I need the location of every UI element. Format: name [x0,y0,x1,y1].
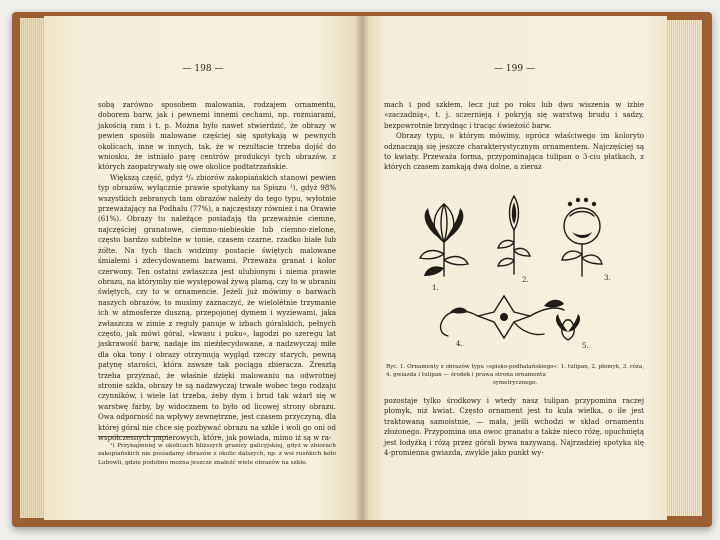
paragraph: Obrazy typu, o którym mówimy, oprócz właściwego im koloryto odznaczają się jeszcze charakterystycznym ornamentem. Najczęściej są to kwiaty. Przeważa forma, przypominająca tulipan o 3-ciu płatkach, z których czasem zamkają dwa dolne, a zieraz [384,132,644,172]
figure-label-3: 3. [604,274,611,282]
rose-ornament [562,198,602,276]
figure-label-4: 4. [456,340,463,348]
figure-label-1: 1. [432,284,439,292]
left-page [44,16,362,520]
page-edges-right [662,20,702,516]
left-body-text [98,100,336,443]
right-body-text-top [384,100,644,173]
page-number-left: — 198 — [182,64,224,74]
figure-label-2: 2. [522,276,529,284]
paragraph: Większą część, gdyż ⁴/₅ zbiorów zakopiańskich stanowi pewien typ obrazów, wyłącznie prawie spotykany na Spiszu ¹), gdyż 98% wszystkich zebranych tam obrazów należy do tego typu, wyłotnie przeważający na Podhalu (77%), a najczęstszy również i na Orawie (61%). Obrazy tu należące posiadają tła przeważnie ciemne, najczęściej granatowe, ciemno-niebieskie lub ciemno-zielone, często bardzo subtelne w tonie, czasem czarne, rzadko białe lub żółte. Na tych tłach widzimy postacie świętych malowane śmiałemi i zdecydowanemi barwami. Przeważa granat i kolor czerwony. Ten ostatni zwłaszcza jest ulubionym i niema prawie obrazu, na którymby nie występował żywą plamą, czy to w ubraniu świętych, czy to w ornamencie. Jeżeli już mówimy o barwach naszych obrazów, to musimy zaznaczyć, że wielolétnie trzymanie ich w atmosferze duszną, przepojonej dymem i wyziewami, jaka zwłaszcza w zimie z reguły panuje w izbach góralskich, pełnych często, jak mówi góral, »kwasu i puku«, łagodzi po szeregu lat jaskrawość barw, nadaje im nieźdecydowane, a nadzwyczaj miłe dla oka tony i obrazy otrzymują wygląd rzeczy starych, pewną patynę starości, która zawsze tak pociąga zbieracza. Zresztą trzeba przyznać, że właśnie dzięki malowaniu na odwrotnej stronie szkła, obrazy te są nadzwyczaj trwałe wobec tego rodzaju czynników, i wiele lat trzeba, żeby dym i brud tak wżarł się w warstwę farby, by widocznem to było od licowej strony obrazu. Owa odporność na wpływy zewnętrzne, jest czasem przyczyną, dla której góral nie chce się pozbywać obrazu na szkle i woli go oni od współczesnych papierowych, które, jak powiada, mimo iż są w ra- [98,173,336,442]
footnote-text: ¹) Przynajmniej w okolicach bliższych granicy galicyjskiej, gdyż w zbiorach zakopiańskich nie posiadamy obrazów z okolic dalszych, np. z wsi rusńkich koło Lubowli, gdzie podobno można jeszcze znaleźć wiele obrazów na szkle. [98,443,336,466]
right-page [362,16,667,520]
paragraph: mach i pod szkłem, lecz już po roku lub dwu wiszenia w izbie »zaczadnią«, t. j. sczernieją i pokryją się warstwą brudu i sadzy, bezpowrotnie brzydnąc i tracąc świeżość barw. [384,101,644,130]
figure-caption [386,364,644,387]
book-gutter [355,16,369,520]
caption-text: Ryc. 1. Ornamenty z obrazów typu »spisko-podhalańskiego«: 1. tulipan, 2. płomyk, 3. róża, 4. gwiazda i tulipan — środek i prawa strona ornamentu [386,364,644,378]
flame-ornament [498,196,530,274]
page-number-right: — 199 — [494,64,535,74]
footnote-rule [98,436,168,437]
star-tulip-ornament [441,296,581,340]
right-body-text-bottom [384,396,644,458]
caption-text-end: symetrycznego. [492,379,538,386]
ornament-figure [394,184,634,354]
footnote [98,442,336,467]
figure-label-5: 5. [582,342,589,350]
paragraph: pozostaje tylko środkowy i wtedy nasz tulipan przypomina raczej płomyk, niż kwiat. Często ornament jest to kula wielka, o ile jest traktowaną samoistnie, — mała, jeśli wchodzi w skład ornamentu złożonego. Przypomina ona owoc granatu a także nieco różę, opuchniętą jest łodyżką i rózą przez górali bywa nazywaną. Najrzadziej spotyka się 4-promienna gwiazda, zwykle jako punkt wy- [384,397,644,458]
paragraph: sobą zarówno sposobem malowania, rodzajem ornamentu, doborem barw, jak i pewnemi innemi cechami, np. rozmiarami, jakością ram i t. p. Można było nawet stwierdzić, że obrazy w pewien sposób malowane częściej się spotykają w pewnych okolicach, inne w innych, tak, że w rezultacie trzeba dojść do wniosku, że istniało parę centrów produkcyi tych obrazów, z których zaopatrywały się owe okolice podtatrzańskie. [98,101,336,172]
tulip-ornament [420,204,468,276]
